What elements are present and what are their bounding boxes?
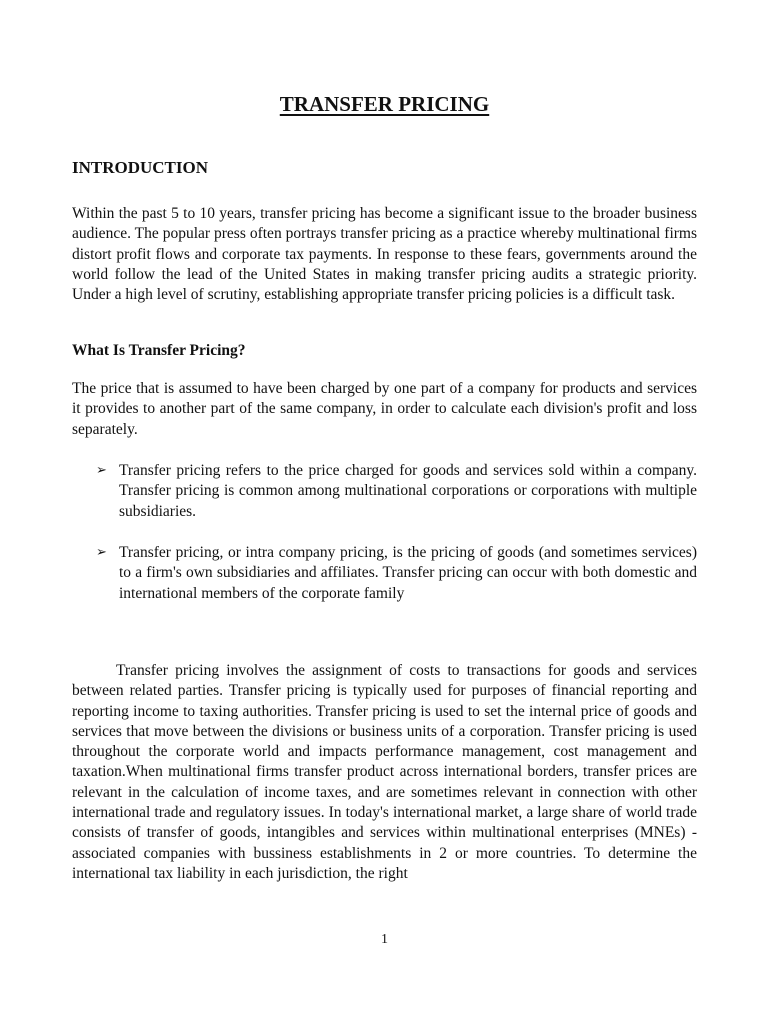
definition-paragraph: The price that is assumed to have been charged by one part of a company for products and services it provides to another part of the same company, in order to calculate each division's profit and loss separately. [72,380,697,438]
document-title: TRANSFER PRICING [279,92,490,116]
body-paragraph: Transfer pricing involves the assignment of costs to transactions for goods and services between related parties. Transfer pricing is typically used for purposes of financial reporting and reporting income to taxing authorities. Transfer pricing is used to set the internal price of goods and services that move between the divisions or business units of a corporation. Transfer pricing is used throughout the corporate world and impacts performance management, cost management and taxation.When multinational firms transfer product across international borders, transfer prices are relevant in the calculation of income taxes, and are sometimes relevant in connection with other international trade and regulatory issues. In today's international market, a large share of world trade consists of transfer of goods, intangibles and services within multinational enterprises (MNEs) - associated companies with bussiness establishments in 2 or more countries. To determine the international tax liability in each jurisdiction, the right [72,662,697,882]
intro-paragraph: Within the past 5 to 10 years, transfer pricing has become a significant issue to the broader business audience. The popular press often portrays transfer pricing as a practice whereby multinational firms distort profit flows and corporate tax payments. In response to these fears, governments around the world follow the lead of the United States in making transfer pricing audits a strategic priority. Under a high level of scrutiny, establishing appropriate transfer pricing policies is a difficult task. [72,205,697,304]
bullet-text: Transfer pricing, or intra company pricing, is the pricing of goods (and sometimes services) to a firm's own subsidiaries and affiliates. Transfer pricing can occur with both domestic and international members of the corporate family [119,544,697,602]
arrow-bullet-icon: ➢ [96,463,107,478]
bullet-text: Transfer pricing refers to the price charged for goods and services sold within a company. Transfer pricing is common among multinational corporations or corporations with multiple subsidiaries. [119,462,697,520]
section-heading-introduction: INTRODUCTION [72,158,209,177]
arrow-bullet-icon: ➢ [96,545,107,560]
subheading-what-is-transfer-pricing: What Is Transfer Pricing? [72,342,246,359]
document-page [72,0,697,1024]
page-number: 1 [381,932,388,947]
